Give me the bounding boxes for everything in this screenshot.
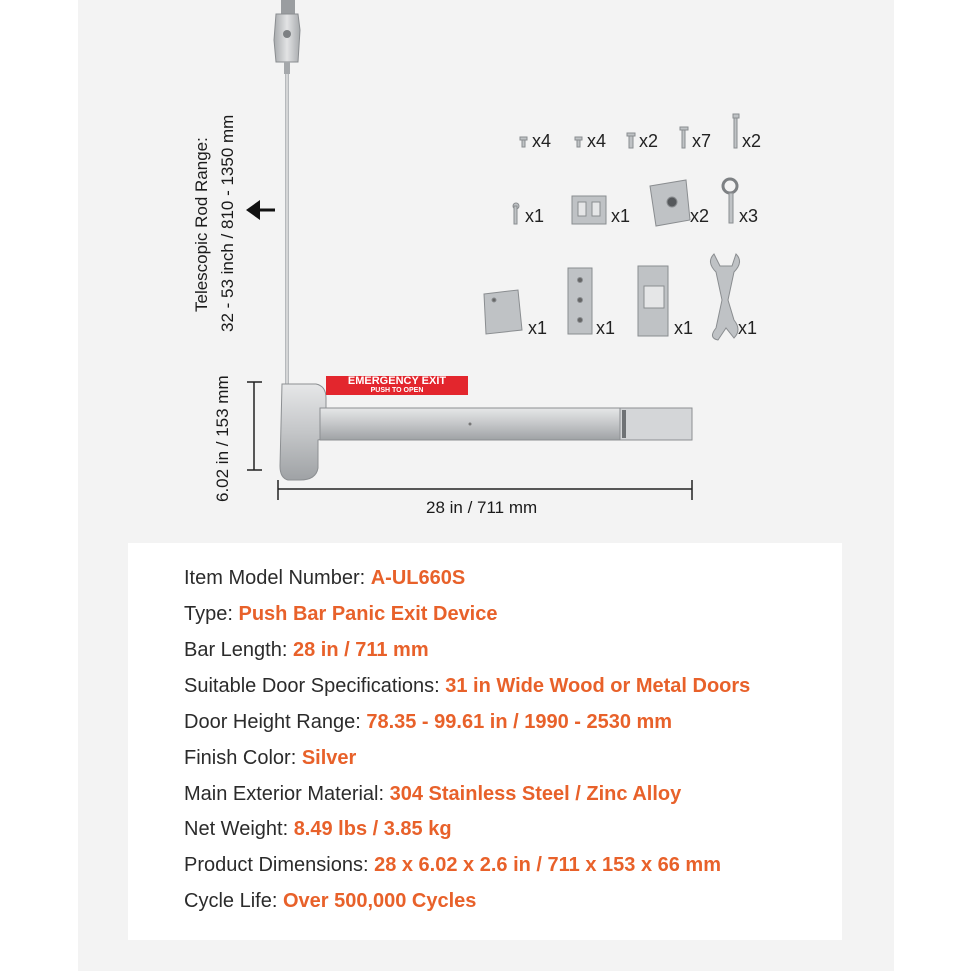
spec-row-material — [184, 783, 681, 806]
rod-range-label-line1: Telescopic Rod Range: — [192, 137, 211, 312]
spec-row-cycle-life — [184, 890, 476, 913]
spec-row-model — [184, 567, 465, 590]
part-qty: x1 — [528, 318, 548, 338]
spec-label: Suitable Door Specifications: — [184, 675, 446, 697]
up-arrow-icon — [246, 200, 275, 220]
spec-label: Finish Color: — [184, 747, 302, 769]
medium-screw-icon — [680, 127, 688, 148]
spec-value: 31 in Wide Wood or Metal Doors — [445, 675, 751, 697]
part-qty: x1 — [674, 318, 694, 338]
sign-line2: PUSH TO OPEN — [370, 387, 424, 394]
spec-row-finish — [184, 747, 356, 770]
spec-value: Over 500,000 Cycles — [282, 890, 477, 912]
part-qty: x2 — [690, 206, 710, 226]
spec-label: Main Exterior Material: — [184, 783, 390, 805]
short-screw-icon — [627, 133, 635, 148]
specifications-card — [128, 543, 842, 940]
part-qty: x1 — [596, 318, 616, 338]
part-qty: x3 — [739, 206, 759, 226]
top-latch — [274, 0, 300, 74]
spec-row-weight — [184, 818, 452, 841]
part-qty: x2 — [742, 131, 762, 151]
spec-value: 28 in / 711 mm — [292, 639, 429, 661]
pin-icon — [513, 203, 519, 224]
spec-value: 28 x 6.02 x 2.6 in / 711 x 153 x 66 mm — [374, 854, 722, 876]
spec-row-bar-length — [184, 639, 429, 662]
spec-value: 8.49 lbs / 3.85 kg — [293, 818, 452, 840]
part-qty: x2 — [639, 131, 659, 151]
spec-value: Silver — [301, 747, 357, 769]
spec-label: Product Dimensions: — [184, 854, 375, 876]
part-qty: x1 — [738, 318, 758, 338]
spec-label: Type: — [184, 603, 239, 625]
part-qty: x7 — [692, 131, 712, 151]
emergency-exit-sign — [326, 376, 468, 395]
spec-value: 304 Stainless Steel / Zinc Alloy — [389, 783, 682, 805]
height-label: 6.02 in / 153 mm — [213, 375, 232, 502]
block-bracket-icon — [650, 180, 690, 226]
telescopic-rod — [285, 74, 289, 384]
small-screw-icon — [520, 137, 527, 147]
part-qty: x4 — [532, 131, 552, 151]
length-label: 28 in / 711 mm — [426, 498, 538, 517]
push-bar — [280, 384, 692, 480]
end-cap-icon — [484, 290, 522, 334]
spec-row-dimensions — [184, 854, 721, 877]
spec-label: Door Height Range: — [184, 711, 367, 733]
small-screw-icon — [575, 137, 582, 147]
spec-row-type — [184, 603, 498, 626]
spec-value: 78.35 - 99.61 in / 1990 - 2530 mm — [366, 711, 673, 733]
spec-label: Cycle Life: — [184, 890, 283, 912]
part-qty: x1 — [611, 206, 631, 226]
spec-label: Item Model Number: — [184, 567, 371, 589]
spec-value: A-UL660S — [370, 567, 466, 589]
wrench-icon — [710, 254, 739, 340]
spec-value: Push Bar Panic Exit Device — [238, 603, 498, 625]
spec-row-door-specs — [184, 675, 750, 698]
spec-row-door-height — [184, 711, 672, 734]
spec-label: Bar Length: — [184, 639, 293, 661]
spec-label: Net Weight: — [184, 818, 294, 840]
ring-pin-icon — [723, 179, 737, 223]
strike-plate-icon — [638, 266, 668, 336]
rod-range-label-line2: 32 - 53 inch / 810 - 1350 mm — [218, 114, 237, 332]
sign-line1: EMERGENCY EXIT — [347, 375, 447, 387]
part-qty: x4 — [587, 131, 607, 151]
mounting-plate-icon — [568, 268, 592, 334]
long-screw-icon — [733, 114, 739, 148]
latch-bracket-icon — [572, 196, 606, 224]
part-qty: x1 — [525, 206, 545, 226]
